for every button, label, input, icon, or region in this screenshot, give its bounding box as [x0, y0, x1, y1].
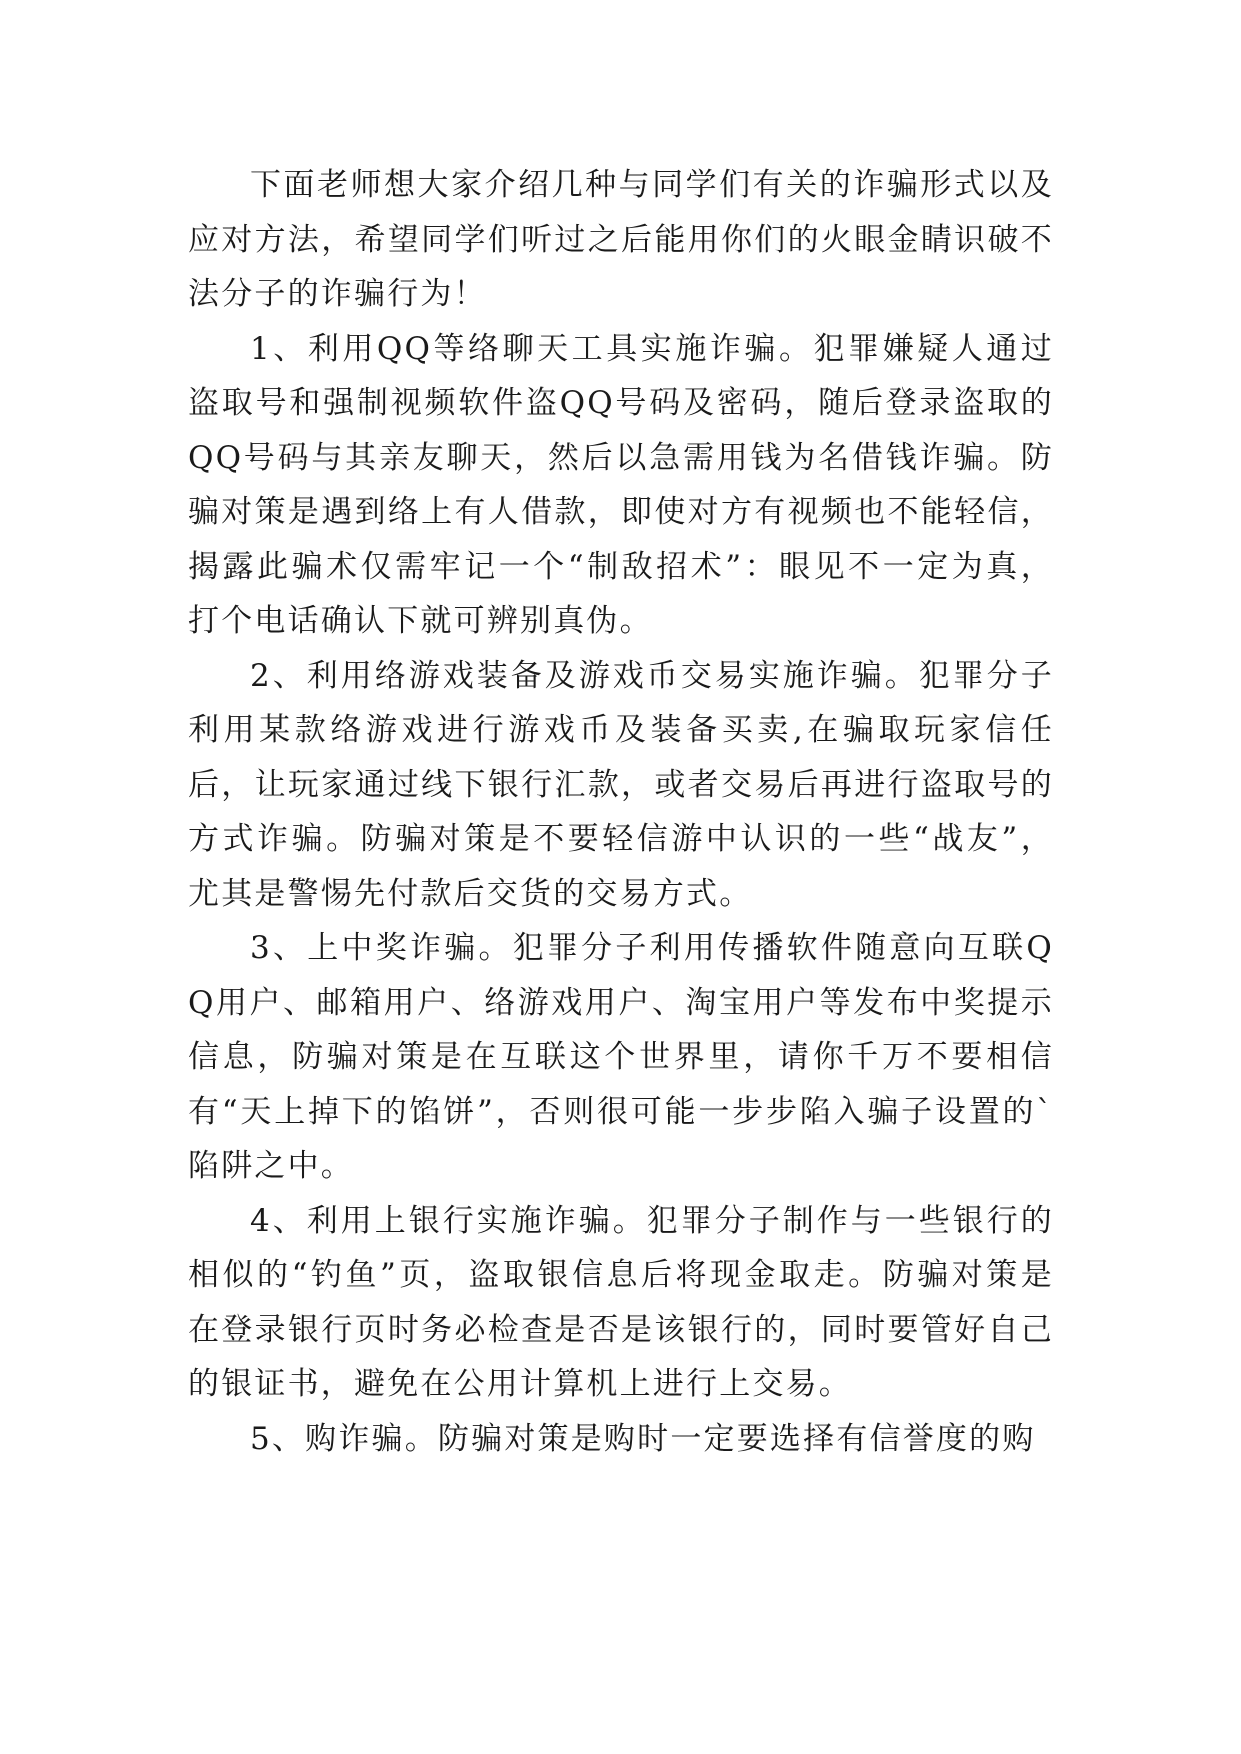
game-fraud-paragraph: 2、利用络游戏装备及游戏币交易实施诈骗。犯罪分子利用某款络游戏进行游戏币及装备买卖,在骗取玩家信任后，让玩家通过线下银行汇款，或者交易后再进行盗取号的方式诈骗。防骗对策是不要轻信游中认识的一些“战友”，尤其是警惕先付款后交货的交易方式。	[188, 657, 1054, 912]
bank-fraud-paragraph: 4、利用上银行实施诈骗。犯罪分子制作与一些银行的相似的“钓鱼”页，盗取银信息后将现金取走。防骗对策是在登录银行页时务必检查是否是该银行的，同时要管好自己的银证书，避免在公用计算机上进行上交易。	[188, 1202, 1054, 1402]
shopping-fraud-paragraph: 5、购诈骗。防骗对策是购时一定要选择有信誉度的购	[250, 1420, 1036, 1457]
intro-paragraph: 下面老师想大家介绍几种与同学们有关的诈骗形式以及应对方法，希望同学们听过之后能用你们的火眼金睛识破不法分子的诈骗行为！	[188, 167, 1054, 312]
prize-fraud-paragraph: 3、上中奖诈骗。犯罪分子利用传播软件随意向互联QQ用户、邮箱用户、络游戏用户、淘宝用户等发布中奖提示信息，防骗对策是在互联这个世界里，请你千万不要相信有“天上掉下的馅饼”，否则很可能一步步陷入骗子设置的`陷阱之中。	[188, 930, 1054, 1184]
qq-fraud-paragraph: 1、利用QQ等络聊天工具实施诈骗。犯罪嫌疑人通过盗取号和强制视频软件盗QQ号码及密码，随后登录盗取的QQ号码与其亲友聊天，然后以急需用钱为名借钱诈骗。防骗对策是遇到络上有人借款，即使对方有视频也不能轻信，揭露此骗术仅需牢记一个“制敌招术”：眼见不一定为真，打个电话确认下就可辨别真伪。	[188, 330, 1054, 639]
document-body	[188, 158, 1054, 1466]
